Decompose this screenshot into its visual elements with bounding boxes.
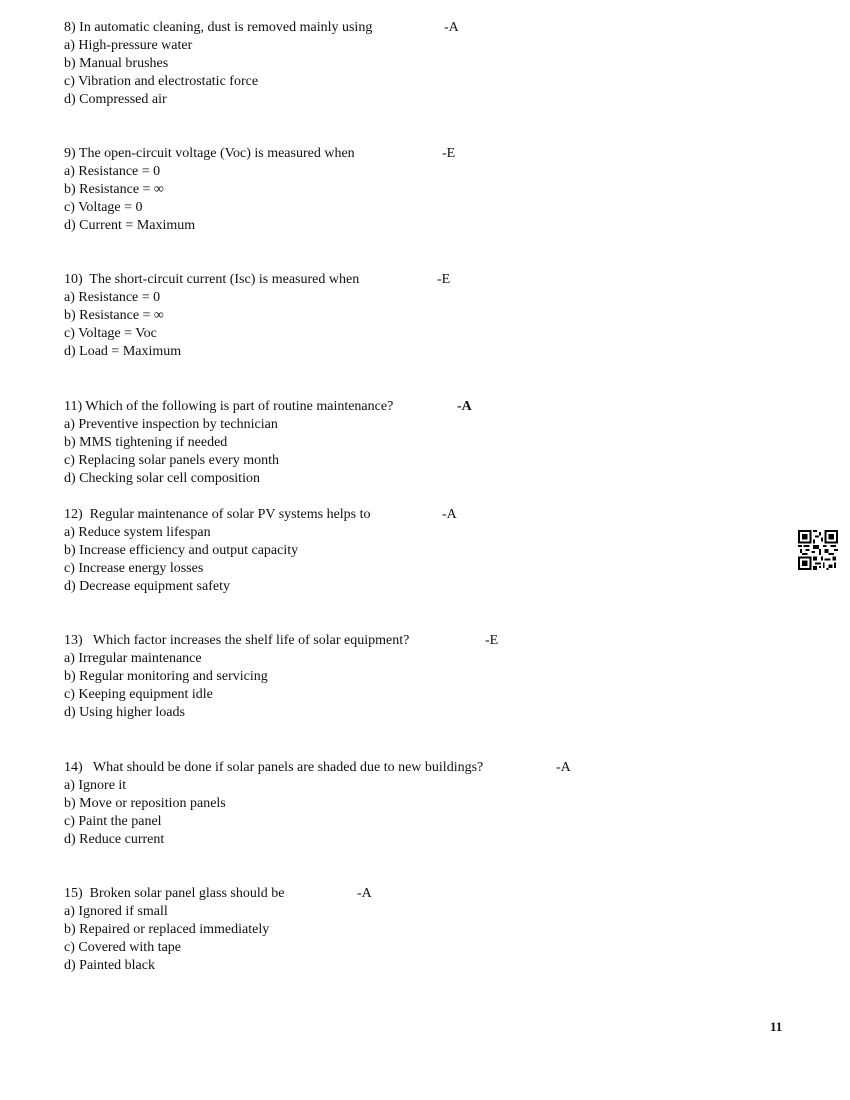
- option-d: d) Load = Maximum: [64, 344, 182, 359]
- question-12: [64, 506, 457, 596]
- option-c: c) Increase energy losses: [64, 561, 204, 576]
- answer-key: -E: [437, 272, 451, 287]
- question-11: [64, 398, 472, 488]
- option-d: d) Reduce current: [64, 832, 165, 847]
- option-a: a) Ignore it: [64, 778, 127, 793]
- question-13: [64, 632, 499, 722]
- question-text: 15) Broken solar panel glass should be: [64, 886, 285, 901]
- option-d: d) Painted black: [64, 958, 155, 973]
- answer-key: -A: [442, 507, 457, 522]
- option-a: a) Resistance = 0: [64, 164, 161, 179]
- question-10: [64, 271, 451, 361]
- qr-code-icon: [798, 530, 838, 570]
- question-text: 11) Which of the following is part of routine maintenance?: [64, 399, 394, 414]
- question-text: 10) The short-circuit current (Isc) is measured when: [64, 272, 360, 287]
- answer-key: -E: [442, 146, 456, 161]
- option-a: a) High-pressure water: [64, 38, 193, 53]
- option-a: a) Irregular maintenance: [64, 651, 202, 666]
- option-c: c) Paint the panel: [64, 814, 162, 829]
- option-c: c) Vibration and electrostatic force: [64, 74, 259, 89]
- question-text: 13) Which factor increases the shelf life of solar equipment?: [64, 633, 410, 648]
- page-number: 11: [770, 1019, 783, 1034]
- answer-key: -A: [556, 760, 571, 775]
- answer-key: -A: [444, 20, 459, 35]
- question-text: 14) What should be done if solar panels are shaded due to new buildings?: [64, 760, 484, 775]
- option-b: b) Resistance = ∞: [64, 182, 164, 197]
- option-a: a) Ignored if small: [64, 904, 168, 919]
- option-d: d) Checking solar cell composition: [64, 471, 260, 486]
- option-c: c) Keeping equipment idle: [64, 687, 213, 702]
- option-a: a) Resistance = 0: [64, 290, 161, 305]
- option-a: a) Preventive inspection by technician: [64, 417, 278, 432]
- answer-key: -A: [457, 399, 472, 414]
- option-a: a) Reduce system lifespan: [64, 525, 211, 540]
- option-b: b) MMS tightening if needed: [64, 435, 228, 450]
- option-c: c) Voltage = Voc: [64, 326, 157, 341]
- option-b: b) Resistance = ∞: [64, 308, 164, 323]
- option-d: d) Current = Maximum: [64, 218, 196, 233]
- option-c: c) Voltage = 0: [64, 200, 143, 215]
- question-9: [64, 145, 456, 235]
- answer-key: -E: [485, 633, 499, 648]
- option-b: b) Move or reposition panels: [64, 796, 226, 811]
- option-b: b) Repaired or replaced immediately: [64, 922, 270, 937]
- option-b: b) Regular monitoring and servicing: [64, 669, 268, 684]
- option-b: b) Increase efficiency and output capacity: [64, 543, 299, 558]
- answer-key: -A: [357, 886, 372, 901]
- option-d: d) Compressed air: [64, 92, 167, 107]
- question-text: 8) In automatic cleaning, dust is removed mainly using: [64, 20, 373, 35]
- question-15: [64, 885, 372, 975]
- question-text: 12) Regular maintenance of solar PV systems helps to: [64, 507, 371, 522]
- question-8: [64, 19, 459, 109]
- question-text: 9) The open-circuit voltage (Voc) is measured when: [64, 146, 355, 161]
- option-d: d) Using higher loads: [64, 705, 185, 720]
- option-d: d) Decrease equipment safety: [64, 579, 230, 594]
- option-b: b) Manual brushes: [64, 56, 169, 71]
- question-14: [64, 759, 571, 849]
- option-c: c) Covered with tape: [64, 940, 182, 955]
- option-c: c) Replacing solar panels every month: [64, 453, 279, 468]
